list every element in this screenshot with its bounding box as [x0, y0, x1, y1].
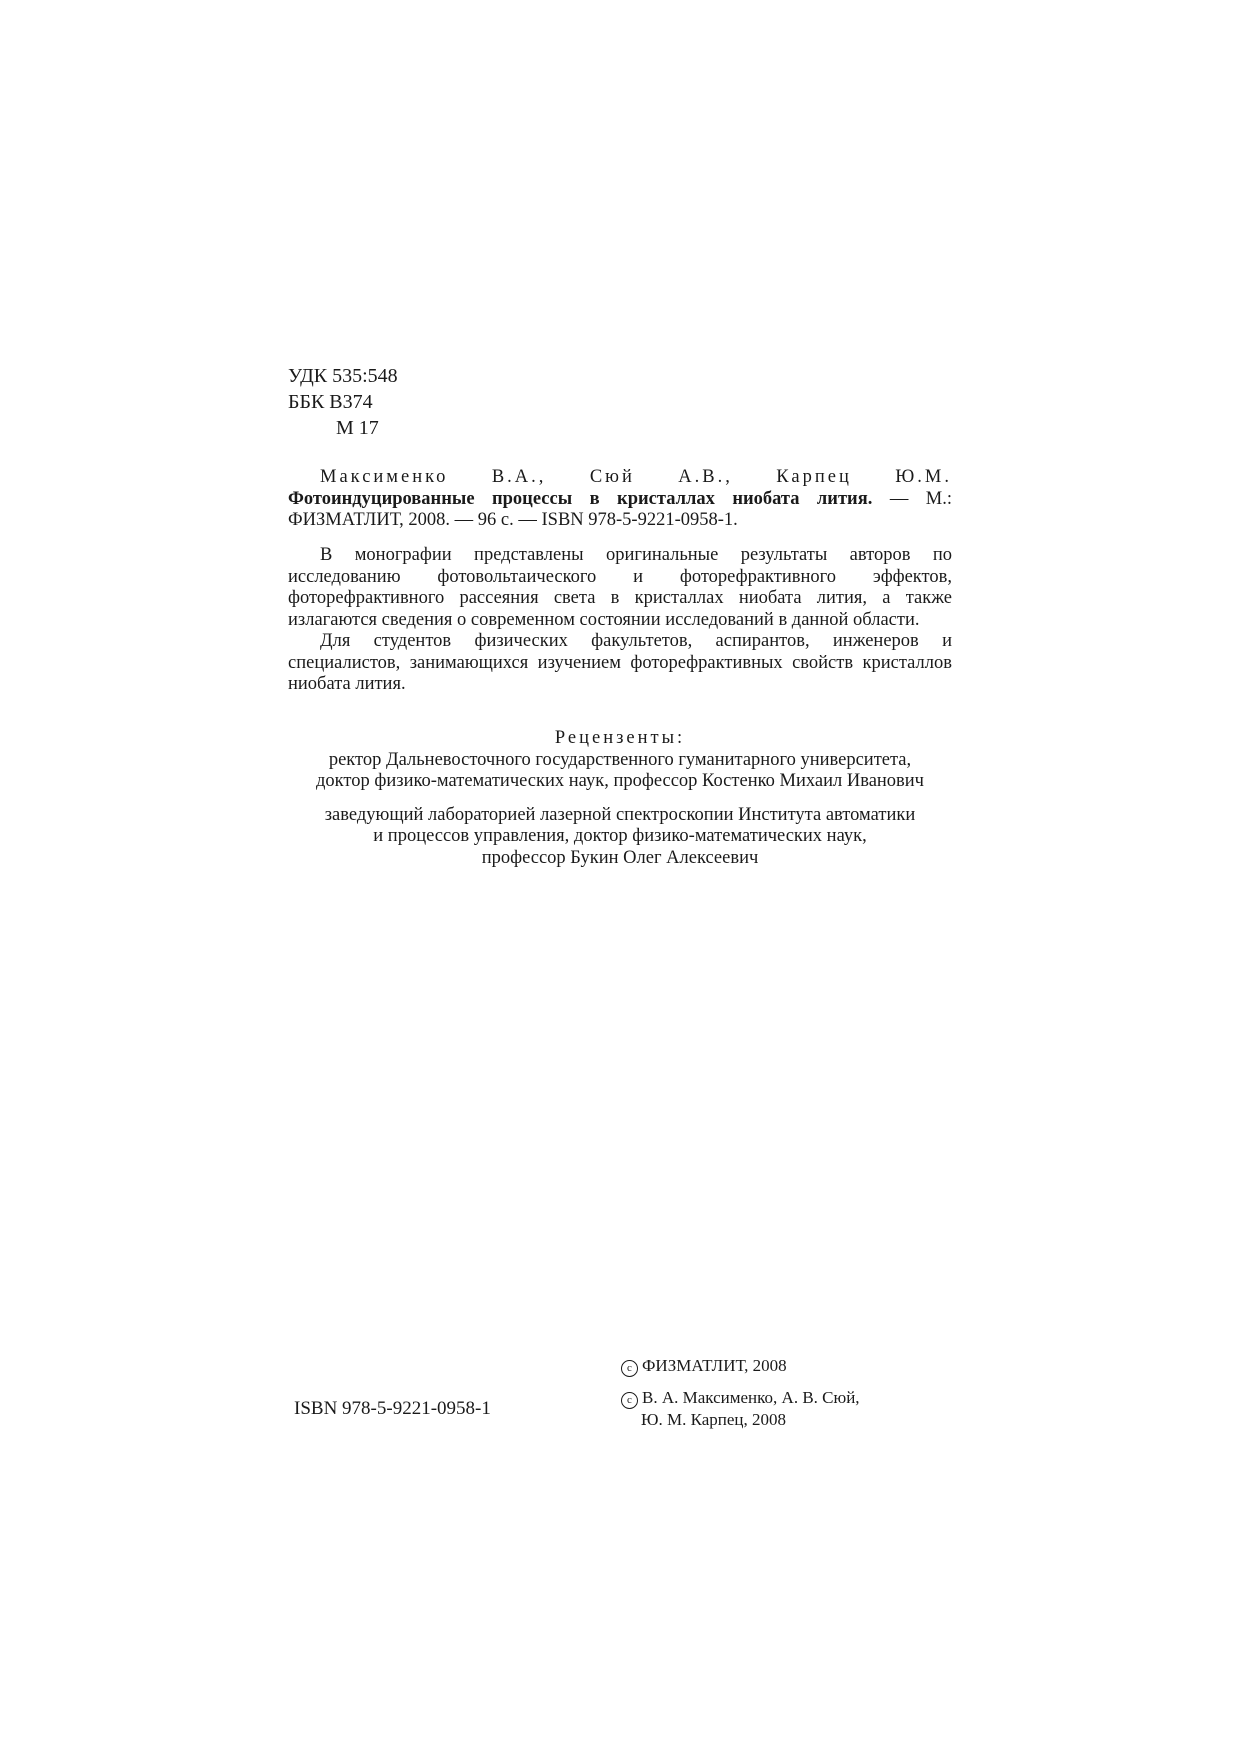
reviewers-heading: Рецензенты: — [554, 728, 686, 748]
copyright-publisher-line — [621, 1355, 860, 1377]
copyright-icon: c — [621, 1392, 638, 1409]
reviewer-1-line-1: ректор Дальневосточного государственного гуманитарного университета, — [328, 749, 912, 770]
author-mark-code: М 17 — [336, 417, 379, 439]
bibliographic-description — [288, 467, 952, 532]
copyright-icon: c — [621, 1360, 638, 1377]
copyright-publisher: ФИЗМАТЛИТ, 2008 — [642, 1356, 787, 1375]
reviewer-2-line-1: заведующий лабораторией лазерной спектроскопии Института автоматики — [324, 804, 916, 825]
bibliographic-authors: Максименко В.А., Сюй А.В., Карпец Ю.М. — [320, 467, 952, 487]
isbn: ISBN 978-5-9221-0958-1 — [294, 1398, 491, 1419]
annotation-paragraph: В монографии представлены оригинальные результаты авторов по исследованию фотовольтаического и фоторефрактивного эффектов, фоторефрактивного рассеяния света в кристаллах ниобата лития, а также излагаются сведения о современном состоянии исследований в данной области. — [288, 545, 952, 630]
copyright-authors-line — [621, 1387, 860, 1409]
udk-code: УДК 535:548 — [288, 365, 398, 387]
copyright-block — [621, 1355, 860, 1430]
annotation-paragraph: Для студентов физических факультетов, аспирантов, инженеров и специалистов, занимающихся изучением фоторефрактивных свойств кристаллов ниобата лития. — [288, 631, 952, 694]
bibliographic-publication-info: — М.: ФИЗМАТЛИТ, 2008. — 96 с. — ISBN 978-5-9221-0958-1. — [288, 488, 953, 530]
bbk-code: ББК В374 — [288, 391, 373, 413]
reviewers-block — [288, 728, 952, 869]
annotation — [288, 545, 952, 696]
copyright-authors-1: В. А. Максименко, А. В. Сюй, — [642, 1388, 860, 1407]
reviewer-2-line-2: и процессов управления, доктор физико-математических наук, — [373, 826, 867, 846]
book-title: Фотоиндуцированные процессы в кристаллах ниобата лития. — [288, 488, 873, 509]
reviewer-1-line-2: доктор физико-математических наук, профессор Костенко Михаил Иванович — [316, 771, 924, 791]
reviewer-2-line-3: профессор Букин Олег Алексеевич — [481, 847, 759, 868]
copyright-authors-2: Ю. М. Карпец, 2008 — [641, 1410, 786, 1429]
classification-block — [288, 363, 398, 441]
